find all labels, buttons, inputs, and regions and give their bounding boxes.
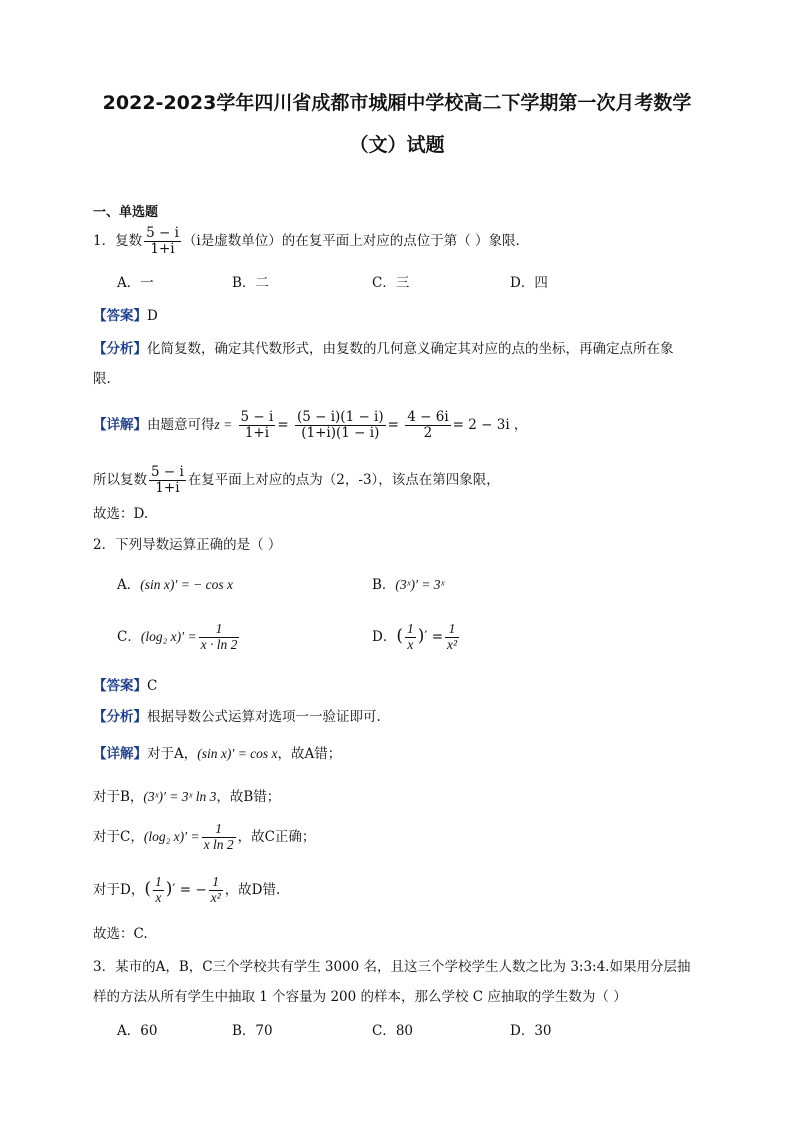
detail-tag: 【详解】 xyxy=(93,746,147,762)
frac3-den: 2 xyxy=(423,424,433,441)
q1-conclusion xyxy=(93,465,500,496)
q1-conclusion-frac xyxy=(149,465,186,496)
page-title: 2022-2023学年四川省成都市城厢中学校高二下学期第一次月考数学 xyxy=(102,92,692,114)
q2c-num: 1 xyxy=(199,622,240,638)
q1-detail: 【详解】由题意可得z = $\frac{5 - i}{1+i}$ = $\frac{(5 - i)(1 - i)}{(1+i)(1 - i)}$ = $\frac{4 - 6i}{2}$ = 2 − 3i ， xyxy=(93,409,528,441)
frac1-num: 5 − i xyxy=(240,409,274,425)
q2dc-den: x ln 2 xyxy=(203,836,234,852)
answer-tag: 【答案】 xyxy=(93,678,147,694)
q2-detail-d-mid: ′ = − xyxy=(172,881,207,898)
q2-option-a xyxy=(117,578,233,593)
q2d-lhs-den: x xyxy=(407,636,414,652)
q2-option-d: D．( $\frac{1}{x}$ )′ = $\frac{1}{\text{x²}}$ xyxy=(372,621,458,652)
q2-option-c-label: C． xyxy=(117,628,141,645)
q2-answer-value: C xyxy=(147,678,158,694)
q2-detail-c-pre: 对于C， xyxy=(93,828,144,845)
q2dd-lhs-num: 1 xyxy=(154,874,162,889)
answer-tag: 【答案】 xyxy=(93,308,147,324)
q2dd-lhs-den: x xyxy=(155,889,162,905)
q2d-lhs-num: 1 xyxy=(406,621,414,636)
q2-detail-d-frac xyxy=(209,875,223,906)
question-2-stem: 2．下列导数运算正确的是（ ） xyxy=(93,537,282,553)
q1-option-b: B．二 xyxy=(232,275,269,291)
q2-detail-d: 对于D，( $\frac{1}{x}$ )′ = − $\frac{1}{\text{x²}}$ ，故D错. xyxy=(93,874,281,905)
q1-analysis-cont: 限. xyxy=(93,371,111,387)
q2-detail-d-post: ，故D错. xyxy=(224,881,281,898)
q2-detail-c-lhs: (log₂ x)′ = xyxy=(143,828,200,844)
q1-detail-frac1 xyxy=(239,410,276,441)
q2dc-num: 1 xyxy=(202,822,236,838)
q1-prefix: 1．复数 xyxy=(93,232,143,249)
q2-option-c-frac xyxy=(199,622,240,653)
q2-option-b xyxy=(372,578,444,593)
frac1-den: 1+i xyxy=(244,424,270,441)
q1-choose: 故选：D. xyxy=(93,506,149,522)
q2-detail-b-expr: (3ˣ)′ = 3ˣ ln 3 xyxy=(143,789,217,804)
q2-detail-a xyxy=(93,747,341,762)
q2-answer xyxy=(93,680,157,694)
q1-detail-frac3 xyxy=(405,410,450,441)
q2d-den: x² xyxy=(447,636,458,652)
q2-detail-b-pre: 对于B， xyxy=(93,789,144,805)
q2-option-c-lhs: (log₂ x)′ = xyxy=(140,628,197,644)
analysis-tag: 【分析】 xyxy=(93,341,147,357)
q1-conclusion-post: 在复平面上对应的点为（2，-3），该点在第四象限， xyxy=(187,471,500,488)
q2-detail-b-post: ，故B错； xyxy=(216,789,281,805)
q2-option-d-label: D． xyxy=(372,628,397,645)
q1-answer-value: D xyxy=(147,308,158,324)
page-subtitle: （文）试题 xyxy=(349,134,445,156)
q2-option-a-label: A． xyxy=(117,577,141,593)
q1-answer xyxy=(93,310,158,324)
q2-detail-d-lhs xyxy=(153,875,164,906)
conclusion-frac-den: 1+i xyxy=(155,479,180,496)
q1-detail-text: 由题意可得 xyxy=(147,416,215,433)
analysis-tag: 【分析】 xyxy=(93,709,147,725)
q2-option-d-frac xyxy=(445,622,459,653)
q1-detail-z: z = xyxy=(214,416,233,432)
conclusion-frac-num: 5 − i xyxy=(151,464,184,480)
q2-option-d-lhs xyxy=(405,622,416,653)
q1-frac-den: 1+i xyxy=(150,240,175,257)
q2-detail-c-frac xyxy=(202,822,236,853)
q1-fraction xyxy=(144,226,181,257)
q2-detail-b xyxy=(93,790,280,805)
q2-detail-a-pre: 对于A， xyxy=(147,746,198,762)
q2-option-d-mid: ′ = xyxy=(424,628,444,645)
q2-detail-a-expr: (sin x)′ = cos x xyxy=(197,746,278,761)
q3-option-b: B．70 xyxy=(232,1023,273,1039)
q2-analysis-text: 根据导数公式运算对选项一一验证即可. xyxy=(147,709,381,725)
q3-option-c: C．80 xyxy=(372,1023,414,1039)
section-heading: 一、单选题 xyxy=(93,205,159,220)
q2-detail-c-post: ，故C正确； xyxy=(237,828,316,845)
detail-tag: 【详解】 xyxy=(93,416,147,433)
q1-analysis xyxy=(93,343,674,357)
frac3-num: 4 − 6i xyxy=(407,409,449,425)
q1-option-d: D．四 xyxy=(510,275,548,291)
frac2-num: (5 − i)(1 − i) xyxy=(296,409,384,425)
question-3-stem-2: 样的方法从所有学生中抽取 1 个容量为 200 的样本，那么学校 C 应抽取的学生数为（ ） xyxy=(93,989,627,1005)
q2-detail-c xyxy=(93,822,315,853)
q3-option-d: D．30 xyxy=(510,1023,552,1039)
q2-detail-a-post: ，故A错； xyxy=(277,746,342,762)
q1-suffix: （i是虚数单位）的在复平面上对应的点位于第（ ）象限. xyxy=(182,232,520,249)
q1-detail-result: = 2 − 3i ， xyxy=(452,416,528,433)
q2-choose: 故选：C. xyxy=(93,926,148,942)
q2d-num: 1 xyxy=(445,622,459,638)
q3-option-a: A．60 xyxy=(117,1023,158,1039)
q2-option-a-expr: (sin x)′ = − cos x xyxy=(140,577,234,592)
q2-option-b-label: B． xyxy=(372,577,396,593)
question-1-stem xyxy=(93,226,520,257)
q2-detail-d-pre: 对于D， xyxy=(93,881,145,898)
q2-option-c xyxy=(117,622,241,653)
question-3-stem-1: 3．某市的A，B，C三个学校共有学生 3000 名，且这三个学校学生人数之比为 3:3:4.如果用分层抽 xyxy=(93,959,691,975)
q1-analysis-text: 化简复数，确定其代数形式，由复数的几何意义确定其对应的点的坐标，再确定点所在象 xyxy=(147,341,674,357)
frac2-den: (1+i)(1 − i) xyxy=(301,424,380,441)
q2c-den: x · ln 2 xyxy=(200,636,238,652)
q1-option-a: A．一 xyxy=(117,275,154,291)
q2dd-den: x² xyxy=(210,889,221,905)
q1-option-c: C．三 xyxy=(372,275,410,291)
q2-analysis xyxy=(93,711,381,725)
q2-option-b-expr: (3ˣ)′ = 3ˣ xyxy=(395,577,445,592)
q2dd-num: 1 xyxy=(209,875,223,891)
q1-frac-num: 5 − i xyxy=(146,225,179,241)
q1-detail-frac2 xyxy=(295,410,386,441)
q1-conclusion-pre: 所以复数 xyxy=(93,471,147,488)
